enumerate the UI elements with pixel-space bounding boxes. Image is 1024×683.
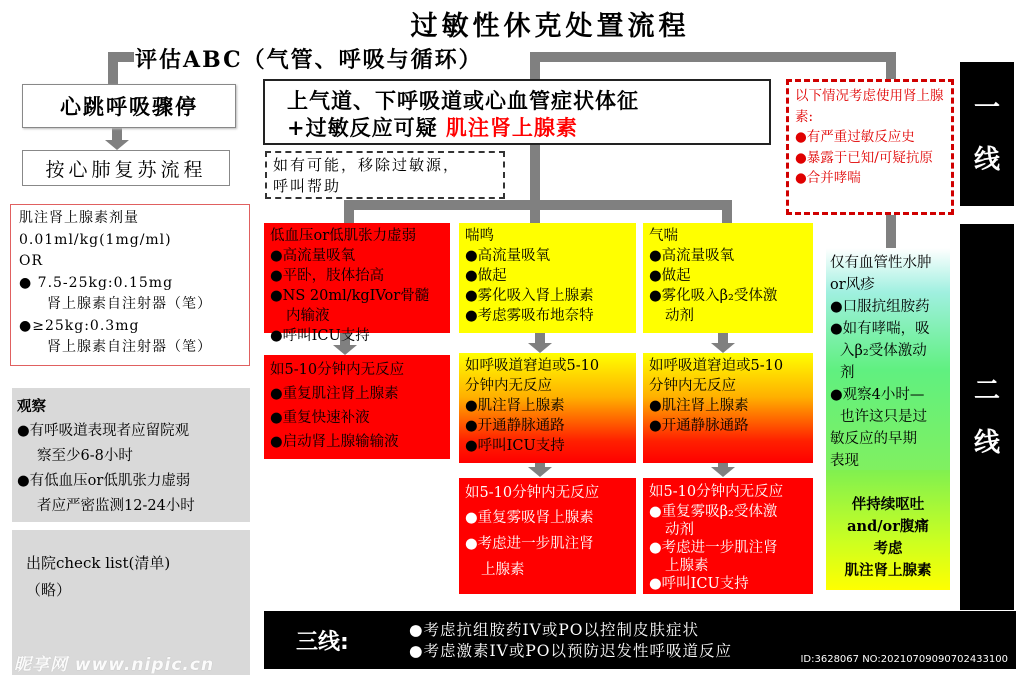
card-item: ●开通静脉通路 [649,418,749,434]
card-item-cont: 上腺素 [665,558,709,574]
first-line-char: 一 [973,93,1000,123]
card-item-cont: 内输液 [286,308,330,324]
consider-item: ●有严重过敏反应史 [795,129,915,145]
consider-item: ●合并哮喘 [795,170,861,186]
card-item: ●高流量吸氧 [465,248,551,264]
card-item: ●呼叫ICU支持 [270,328,370,344]
connector-main-down [530,145,540,223]
card-title: 低血压or低肌张力虚弱 [270,228,417,244]
card-item-cont: 动剂 [665,308,694,324]
main-symptoms-line2 [287,114,747,141]
card-item: ●重复雾吸肾上腺素 [465,510,594,526]
card-item: ●重复肌注肾上腺素 [270,386,399,402]
arrow-down-icon [333,345,357,355]
third-line-item: ●考虑激素IV或PO以预防迟发性呼吸道反应 [409,642,732,660]
card-item: ●口服抗组胺药 [830,299,930,315]
card-title: 如呼吸道窘迫或5-10 [465,358,600,374]
im-epinephrine-highlight: 肌注肾上腺素 [445,115,578,140]
hypotension-next-card [264,355,450,459]
remove-allergen-line2: 呼叫帮助 [273,177,342,195]
card-item-cont: 上腺素 [481,562,525,578]
second-line-char: 二 [973,376,1000,406]
card-item: ●呼叫ICU支持 [649,576,749,592]
card-item-cont: 表现 [830,453,859,469]
card-item-cont: 动剂 [665,522,694,538]
checklist-line: （略） [26,581,72,599]
third-line-item: ●考虑抗组胺药IV或PO以控制皮肤症状 [409,621,699,639]
arrow-down-icon [711,343,735,353]
first-line-char: 线 [973,145,1000,175]
main-symptoms-box [263,79,771,145]
second-line-label [960,224,1014,610]
dose-title: 肌注肾上腺素剂量 [19,210,139,226]
card-item: ●雾化吸入β₂受体激 [649,288,778,304]
card-item: ●重复快速补液 [270,410,370,426]
checklist-line: 出院check list(清单) [26,554,171,572]
card-item: ●考虑进一步肌注肾 [465,536,594,552]
card-title: 喘鸣 [465,228,494,244]
connector-abc-left-horizontal [108,52,134,62]
consider-item: ●暴露于已知/可疑抗原 [795,149,933,166]
connector-branch-horizontal [344,200,730,210]
card-title: or风疹 [830,277,875,293]
third-line-items [409,620,732,662]
card-item: ●重复雾吸β₂受体激 [649,504,778,520]
third-line-label: 三线: [296,630,349,655]
observation-item-cont: 察至少6-8小时 [37,448,133,464]
card-line: 肌注肾上腺素 [844,562,932,579]
card-item-cont: 入β₂受体激动 [840,343,927,359]
card-title: 如呼吸道窘迫或5-10 [649,358,784,374]
observation-item-cont: 者应严密监测12-24小时 [37,498,195,514]
connector-to-hypotension [344,200,354,223]
card-line: 伴持续呕吐 [851,496,925,513]
card-item: ●高流量吸氧 [649,248,735,264]
dose-item: ● 7.5-25kg:0.15mg [19,274,174,291]
observation-item: ●有呼吸道表现者应留院观 [17,423,190,439]
card-item-cont: 敏反应的早期 [830,431,917,447]
card-item-cont: 也许这只是过 [840,409,927,425]
dose-or: OR [19,253,44,269]
card-item: ●高流量吸氧 [270,248,356,264]
observation-item: ●有低血压or低肌张力虚弱 [17,473,191,489]
dose-item-sub: 肾上腺素自注射器（笔） [47,339,212,355]
card-item: ●雾化吸入肾上腺素 [465,288,594,304]
third-line-bar [264,611,1016,669]
page-title: 过敏性休克处置流程 [410,11,690,42]
card-item-cont: 剂 [840,365,855,381]
remove-allergen-box [265,151,505,199]
main-symptoms-prefix: +过敏反应可疑 [287,115,446,140]
angioedema-card [826,248,950,470]
arrow-down-icon [528,343,552,353]
watermark: 昵享网 www.nipic.cn [14,655,215,675]
wheeze-final-card [643,478,813,594]
connector-abc-right-horizontal [530,52,892,62]
card-item: ●考虑雾吸布地奈特 [465,308,594,324]
cardiac-arrest-box: 心跳呼吸骤停 [22,84,236,128]
dose-item: ●≥25kg:0.3mg [19,317,140,334]
arrow-down-icon [711,467,735,477]
stridor-next-card [459,353,636,463]
observation-box [12,388,250,522]
arrow-down-icon [528,467,552,477]
card-title: 仅有血管性水肿 [830,255,932,271]
second-line-char: 线 [973,428,1000,458]
consider-epinephrine-box [786,79,954,215]
hypotension-card [264,223,450,344]
card-item: ●考虑进一步肌注肾 [649,540,778,556]
card-line: 考虑 [873,540,903,557]
card-item: ●NS 20ml/kgIVor骨髓 [270,288,430,304]
card-title: 分钟内无反应 [465,378,552,394]
card-title: 分钟内无反应 [649,378,736,394]
connector-to-consider [886,52,896,79]
first-line-label [960,62,1014,206]
card-item: ●肌注肾上腺素 [649,398,749,414]
card-item: ●肌注肾上腺素 [465,398,565,414]
card-item: ●做起 [465,268,507,284]
card-item: ●如有哮喘，吸 [830,321,930,337]
image-id-stamp: ID:3628067 NO:20210709090702433100 [800,654,1008,665]
dose-line: 0.01ml/kg(1mg/ml) [19,231,172,248]
card-item: ●做起 [649,268,691,284]
card-line: and/or腹痛 [847,518,929,535]
arrow-down-icon [105,140,129,150]
connector-to-wheeze [722,200,732,223]
card-item: ●启动肾上腺输输液 [270,434,399,450]
card-title: 如5-10分钟内无反应 [465,485,600,501]
card-item: ●观察4小时— [830,387,925,403]
vomiting-card [826,470,950,590]
main-symptoms-line1: 上气道、下呼吸道或心血管症状体征 [287,88,639,113]
assess-abc-heading: 评估ABC（气管、呼吸与循环） [135,47,483,73]
wheeze-card [643,223,813,333]
remove-allergen-line1: 如有可能，移除过敏源， [273,156,461,174]
connector-consider-to-angioedema [886,215,896,248]
card-title: 如5-10分钟内无反应 [649,484,784,500]
card-item: ●呼叫ICU支持 [465,438,565,454]
dose-item-sub: 肾上腺素自注射器（笔） [47,296,212,312]
wheeze-next-card [643,353,813,463]
consider-heading: 以下情况考虑使用肾上腺素: [795,88,944,125]
connector-to-main [530,52,540,79]
observation-title: 观察 [17,398,46,415]
stridor-final-card [459,478,636,594]
epinephrine-dose-box [10,204,250,366]
card-item: ●平卧，肢体抬高 [270,268,385,284]
card-title: 气喘 [649,228,678,244]
cpr-protocol-box: 按心肺复苏流程 [22,150,230,186]
card-item: ●开通静脉通路 [465,418,565,434]
card-title: 如5-10分钟内无反应 [270,362,405,378]
stridor-card [459,223,636,333]
